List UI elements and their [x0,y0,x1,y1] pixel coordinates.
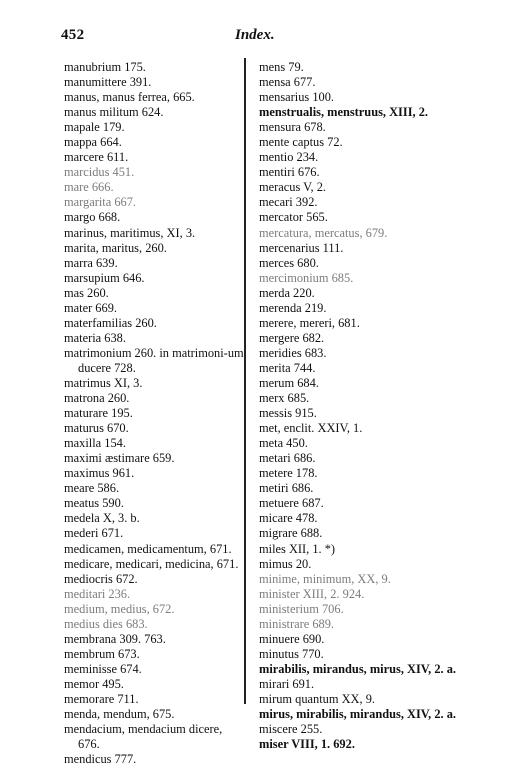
index-entry: minutus 770. [259,646,324,661]
index-entry: medela X, 3. b. [64,511,140,526]
index-entry: manubrium 175. [64,60,146,74]
index-entry: maturare 195. [64,406,133,421]
index-entry: meminisse 674. [64,661,142,676]
index-entry: membrana 309. 763. [64,631,166,646]
index-entry: medicamen, medicamentum, 671. [64,541,232,556]
index-entry: materia 638. [64,330,126,345]
index-entry: mercatura, mercatus, 679. [259,225,388,240]
index-entry: matrona 260. [64,391,130,406]
index-entry: miles XII, 1. *) [259,541,336,556]
index-entry: mente captus 72. [259,135,343,150]
index-entry: marinus, maritimus, XI, 3. [64,225,196,240]
index-entry: ministrare 689. [259,616,335,631]
index-entry: maximus 961. [64,466,135,481]
index-entry: memorare 711. [64,691,139,706]
page-number: 452 [61,27,85,43]
index-entry: manus militum 624. [64,105,164,120]
index-entry: mare 666. [64,180,114,195]
index-entry: mensa 677. [259,75,316,90]
index-entry: marcere 611. [64,150,129,165]
index-entry: mensura 678. [259,120,326,135]
index-entry: mercimonium 685. [259,270,354,285]
index-entry: matrimonium 260. in matrimoni-um ducere 728. [64,345,244,375]
index-entry: met, enclit. XXIV, 1. [259,421,363,436]
index-entry: merx 685. [259,391,310,406]
index-entry: minime, minimum, XX, 9. [259,571,391,586]
index-entry: membrum 673. [64,646,140,661]
index-entry: mas 260. [64,285,109,300]
index-entry: mirus, mirabilis, mirandus, XIV, 2. a. [259,707,457,722]
index-entry: meracus V, 2. [259,180,326,195]
index-entry: mirabilis, mirandus, mirus, XIV, 2. a. [259,661,457,676]
index-entry: mercator 565. [259,210,328,225]
index-entry: maximi æstimare 659. [64,451,175,466]
index-entry: marita, maritus, 260. [64,240,167,255]
index-entry: manumittere 391. [64,75,152,90]
index-entry: marcidus 451. [64,165,135,180]
index-entry: merita 744. [259,360,316,375]
index-entry: minister XIII, 2. 924. [259,586,365,601]
index-entry: margarita 667. [64,195,137,210]
index-entry: metari 686. [259,451,316,466]
index-entry: maturus 670. [64,421,129,436]
index-entry: mens 79. [259,60,304,74]
index-entry: memor 495. [64,676,124,691]
index-entry: mergere 682. [259,330,325,345]
index-entry: menstrualis, menstruus, XIII, 2. [259,105,429,120]
index-entry: minuere 690. [259,631,325,646]
index-entry: medicare, medicari, medicina, 671. [64,556,239,571]
index-entry: metere 178. [259,466,318,481]
index-entry: merces 680. [259,255,319,270]
index-entry: mecari 392. [259,195,318,210]
index-entry: messis 915. [259,406,317,421]
index-entry: mensarius 100. [259,90,335,105]
index-entry: ministerium 706. [259,601,344,616]
index-entry: mirari 691. [259,676,315,691]
index-entry: mederi 671. [64,526,124,541]
index-entry: meare 586. [64,481,120,496]
index-entry: mediocris 672. [64,571,138,586]
index-entry: manus, manus ferrea, 665. [64,90,195,105]
index-entry: miser VIII, 1. 692. [259,737,355,752]
index-entry: mendacium, mendacium dicere, 676. [64,722,223,752]
index-entry: mercenarius 111. [259,240,344,255]
page-title: Index. [235,27,275,43]
index-entry: merda 220. [259,285,315,300]
column-divider [244,58,246,704]
index-entry: metuere 687. [259,496,324,511]
index-entry: mendicus 777. [64,752,137,767]
index-entry: mentiri 676. [259,165,320,180]
index-entry: migrare 688. [259,526,323,541]
right-index-column [259,60,459,752]
index-entry: miscere 255. [259,722,323,737]
index-entry: meatus 590. [64,496,124,511]
index-entry: mater 669. [64,300,117,315]
index-entry: mimus 20. [259,556,312,571]
left-index-column [64,60,244,767]
index-entry: micare 478. [259,511,318,526]
index-entry: menda, mendum, 675. [64,707,175,722]
index-entry: mapale 179. [64,120,125,135]
index-entry: medius dies 683. [64,616,148,631]
index-entry: merum 684. [259,375,319,390]
index-entry: materfamilias 260. [64,315,157,330]
index-entry: mentio 234. [259,150,319,165]
index-entry: medium, medius, 672. [64,601,175,616]
index-entry: merenda 219. [259,300,327,315]
index-entry: marra 639. [64,255,118,270]
index-entry: meditari 236. [64,586,131,601]
index-entry: marsupium 646. [64,270,145,285]
index-entry: matrimus XI, 3. [64,375,143,390]
index-entry: mappa 664. [64,135,122,150]
index-entry: merere, mereri, 681. [259,315,360,330]
index-entry: margo 668. [64,210,121,225]
index-entry: maxilla 154. [64,436,126,451]
index-entry: metiri 686. [259,481,314,496]
index-entry: meridies 683. [259,345,327,360]
index-entry: mirum quantum XX, 9. [259,691,375,706]
index-entry: meta 450. [259,436,308,451]
